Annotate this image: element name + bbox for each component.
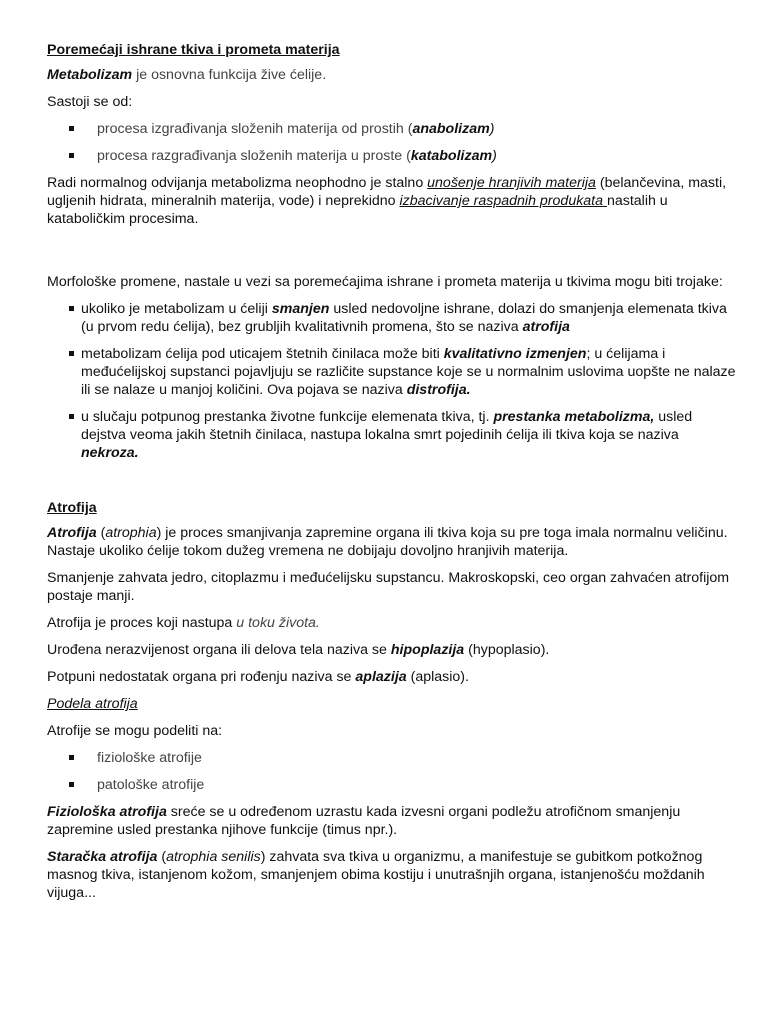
- bullet-icon: [69, 153, 74, 158]
- metabolism-requirements: Radi normalnog odvijanja metabolizma neophodno je stalno unošenje hranjivih materija (belančevina, masti, ugljenih hidrata, mineralnih materija, vode) i neprekidno izbacivanje raspadnih produkata nastalih u kataboličkim procesima.: [47, 175, 727, 227]
- subheading-podela-atrofija: Podela atrofija: [47, 696, 138, 712]
- list-item: metabolizam ćelija pod uticajem štetnih činilaca može biti kvalitativno izmenjen; u ćelijama i međućelijskoj supstanci pojavljuju se različite supstance koje se u normalnim uslovima uopšte ne nalaze ili se nalaze u manjoj količini. Ova pojava se naziva distrofija.: [47, 345, 737, 399]
- list-item: procesa izgrađivanja složenih materija od prostih (anabolizam): [47, 120, 737, 138]
- metabolism-process-list: [47, 120, 737, 165]
- atrofije-division-intro: Atrofije se mogu podeliti na:: [47, 723, 223, 739]
- staracka-atrofija-paragraph: Staračka atrofija (atrophia senilis) zahvata sva tkiva u organizmu, a manifestuje se gubitkom potkožnog masnog tkiva, istanjenom kožom, smanjenjem obima kostiju i unutrašnjih organa, istanjenošću moždanih vijuga...: [47, 849, 705, 901]
- list-item: u slučaju potpunog prestanka životne funkcije elemenata tkiva, tj. prestanka metabolizma, usled dejstva veoma jakih štetnih činilaca, nastupa lokalna smrt pojedinih ćelija ili tkiva koja se naziva nekroza.: [47, 408, 737, 462]
- bullet-icon: [69, 126, 74, 131]
- document-page: [47, 41, 737, 911]
- list-item: patološke atrofije: [47, 776, 737, 794]
- hipoplazija-definition: Urođena nerazvijenost organa ili delova tela naziva se hipoplazija (hypoplasio).: [47, 642, 550, 658]
- aplazija-definition: Potpuni nedostatak organa pri rođenju naziva se aplazija (aplasio).: [47, 669, 469, 685]
- list-item: ukoliko je metabolizam u ćeliji smanjen usled nedovoljne ishrane, dolazi do smanjenja elemenata tkiva (u prvom redu ćelija), bez grubljih kvalitativnih promena, što se naziva atrofija: [47, 300, 737, 336]
- bullet-icon: [69, 351, 74, 356]
- atrofija-types-list: [47, 749, 737, 794]
- morphological-changes-list: [47, 300, 737, 462]
- atrofija-definition: Atrofija (atrophia) je proces smanjivanja zapremine organa ili tkiva koja su pre toga imala normalnu veličinu. Nastaje ukoliko ćelije tokom dužeg vremena ne dobijaju dovoljno hranjivih materija.: [47, 525, 728, 559]
- bullet-icon: [69, 782, 74, 787]
- atrofija-scope: Smanjenje zahvata jedro, citoplazmu i međućelijsku supstancu. Makroskopski, ceo organ zahvaćen atrofijom postaje manji.: [47, 570, 730, 604]
- document-title: Poremećaji ishrane tkiva i prometa materija: [47, 42, 340, 58]
- list-item: procesa razgrađivanja složenih materija u proste (katabolizam): [47, 147, 737, 165]
- bullet-icon: [69, 414, 74, 419]
- section-heading-atrofija: Atrofija: [47, 500, 97, 516]
- sastoji-se-od: Sastoji se od:: [47, 94, 133, 110]
- term-metabolizam: Metabolizam: [47, 67, 133, 83]
- atrofija-timing: Atrofija je proces koji nastupa u toku života.: [47, 615, 320, 631]
- list-item: fiziološke atrofije: [47, 749, 737, 767]
- metabolizam-definition: Metabolizam je osnovna funkcija žive ćelije.: [47, 67, 327, 83]
- bullet-icon: [69, 755, 74, 760]
- morphological-changes-intro: Morfološke promene, nastale u vezi sa poremećajima ishrane i prometa materija u tkivima mogu biti trojake:: [47, 274, 723, 290]
- fizioloska-atrofija-paragraph: Fiziološka atrofija sreće se u određenom uzrastu kada izvesni organi podležu atrofičnom smanjenju zapremine usled prestanka njihove funkcije (timus npr.).: [47, 804, 681, 838]
- bullet-icon: [69, 306, 74, 311]
